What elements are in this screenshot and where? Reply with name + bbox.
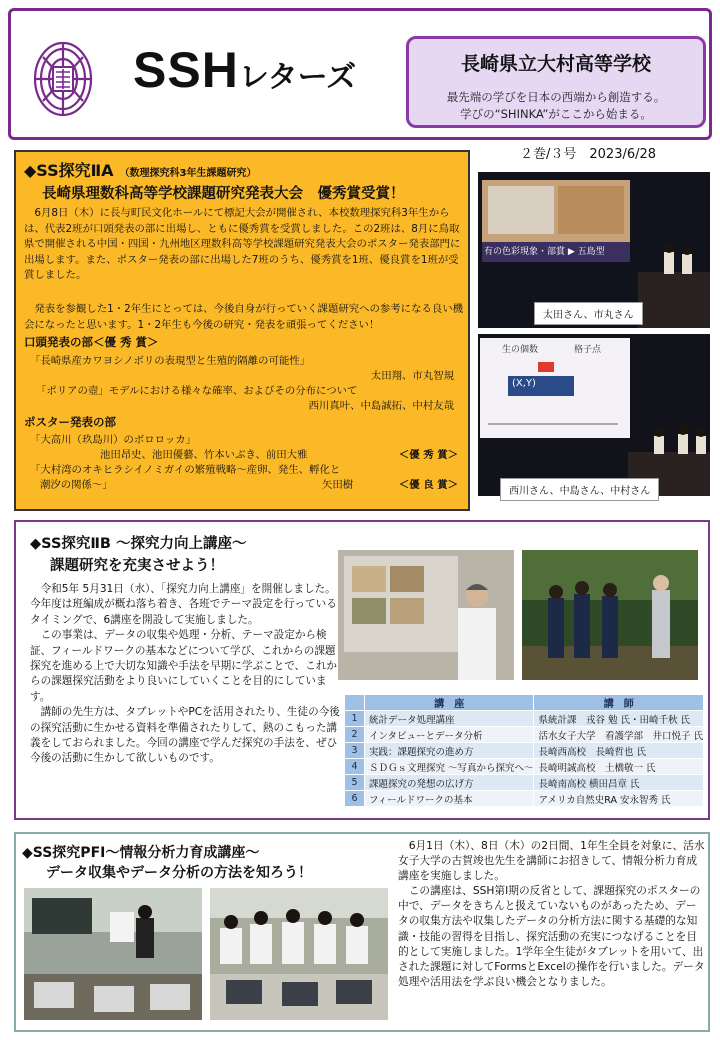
- poster-2-names: 矢田樹: [322, 479, 354, 491]
- newsletter-title: SSHレターズ: [133, 42, 357, 98]
- photo-info-lecture-2: [210, 888, 388, 1020]
- photo-2-slide-text-b: 格子点: [574, 345, 602, 355]
- poster-2-award: ＜優 良 賞＞: [398, 479, 458, 491]
- photo-info-lecture-1: [24, 888, 202, 1020]
- section1-paragraph-2: 発表を参観した1・2年生にとっては、今後自身が行っていく課題研究への参考になる良い機会になったと思います。1・2年生も今後の研究・発表を頑張ってください！: [24, 303, 464, 331]
- section1-paragraph-1: 6月8日（木）に長与町民文化ホールにて標記大会が開催され、本校数理探究科3年生からは、代表2班が口頭発表の部に出場し、ともに優秀賞を受賞しました。この2班は、8月に鳥取県で開催される中国・四国・九州地区理数科高等学校課題研究発表大会のポスター発表部門に出場します。また、ポスター発表の部に出場した7班のうち、優秀賞を1班、優良賞を1班が受賞しました。: [24, 207, 461, 282]
- poster-1-award: ＜優 秀 賞＞: [398, 449, 458, 461]
- section-ss-inquiry-2a: [14, 150, 470, 511]
- photo-1-slide-text: 有の色彩現象・部賞 ▶ 五島型: [484, 247, 605, 257]
- school-name: 長崎県立大村高等学校: [460, 53, 651, 75]
- photo-caption-1: 太田さん、市丸さん: [534, 302, 643, 325]
- section3-body: 6月1日（木）、8日（木）の2日間、1年生全員を対象に、活水女子大学の古賀竣也先生を講師にお招きして、情報分析力育成講座を実施しました。 この講座は、SSH第Ⅰ期の反省として、課題探究のポスターの中で、データをきちんと扱えていないものがあったため、データの収集方法や収集したデータの分析方法に関する基礎的な知識・技能の習得を目指し、探究活動の充実につなげることを目的として実施しました。1学年全生徒がタブレットを用いて、出された課題に対してFormsとExcelの操作を行いました。データ処理や活用法を学ぶ良い機会となりました。: [398, 839, 705, 988]
- award-heading: 長崎県理数科高等学校課題研究発表大会 優秀賞受賞！: [42, 186, 405, 202]
- oral-presentation-heading: 口頭発表の部＜優 秀 賞＞: [24, 335, 159, 349]
- poster-1-names: 池田昂史、池田優藝、竹本いぶき、前田大雅: [100, 449, 308, 461]
- table-row: 2 インタビューとデータ分析 活水女子大学 看護学部 井口悦子 氏: [345, 727, 704, 743]
- section3-heading-2: データ収集やデータ分析の方法を知ろう！: [46, 865, 312, 881]
- photo-caption-2: 西川さん、中島さん、中村さん: [500, 478, 659, 501]
- oral-2-title: 「ポリアの壺」モデルにおける様々な確率、およびその分布について: [36, 385, 358, 397]
- section2-body: 令和5年 5月31日（水）、「探究力向上講座」を開催しました。今年度は班編成が概ね落ち着き、各班でテーマ設定を行っているタイミングで、6講座を開設して実施しました。 この事業は、データの収集や処理・分析、テーマ設定から検証、フィールドワークの基本などについて学び、これからの課題探究を進める上で大切な知識や手法を早期に学ぶことで、これからの課題探究活動をより良いにしていくことを目的にしています。 講師の先生方は、タブレットやPCを活用されたり、生徒の今後の探究活動に生かせる資料を準備されたりして、熱のこもった講義をしておられました。今回の講座で学んだ探究の手法を、ぜひ今後の活動に生かして欲しいものです。: [30, 583, 340, 765]
- table-row: 3 実践：課題探究の進め方 長崎西高校 長崎哲也 氏: [345, 743, 704, 759]
- section-ss-inquiry-pf1: [14, 832, 710, 1032]
- poster-2-title-a: 「大村湾のオキヒラシイノミガイの繁殖戦略～産卵、発生、孵化と: [30, 464, 341, 476]
- school-crest-icon: [31, 39, 95, 119]
- lecture-table-header: [345, 695, 704, 711]
- photo-2-slide-text-a: 生の個数: [502, 345, 539, 355]
- oral-2-names: 西川真叶、中島誠拓、中村友哉: [308, 400, 454, 412]
- oral-1-names: 太田翔、市丸智規: [370, 370, 454, 382]
- table-header-course: 講 座: [364, 695, 534, 711]
- newsletter-header: [8, 8, 712, 140]
- classroom-photo-2: [210, 888, 388, 1020]
- photo-2-slide-text-c: (X,Y): [512, 378, 536, 389]
- stage-photo-2: [478, 334, 710, 496]
- lecture-photo: [338, 550, 514, 680]
- photo-oral-presentation-2: [478, 334, 710, 496]
- poster-presentation-heading: ポスター発表の部: [24, 415, 116, 429]
- table-row: 5 課題探究の発想の広げ方 長崎南高校 横田昌章 氏: [345, 775, 704, 791]
- school-tagline-1: 最先端の学びを日本の西端から創造する。: [446, 90, 666, 104]
- table-header-lecturer: 講 師: [534, 695, 704, 711]
- section-ss-inquiry-2b: [14, 520, 710, 820]
- table-row: 6 フィールドワークの基本 アメリカ自然史RA 安永智秀 氏: [345, 791, 704, 807]
- section1-heading: ◆SS探究ⅡA （数理探究科3年生課題研究）: [24, 161, 257, 180]
- section2-heading-1: ◆SS探究ⅡB ～探究力向上講座～: [30, 536, 247, 552]
- poster-1-title: 「大高川（玖島川）のボロロッカ」: [30, 434, 197, 446]
- fieldwork-photo: [522, 550, 698, 680]
- school-tagline-2: 学びの“SHINKA”がここから始まる。: [460, 107, 652, 121]
- poster-2-title-b: 潮汐の関係～」: [40, 479, 113, 491]
- table-row: 4 ＳＤＧｓ文理探究 ～写真から探究へ～ 長崎明誠高校 土橋敬一 氏: [345, 759, 704, 775]
- photo-fieldwork: [522, 550, 698, 680]
- section3-heading-1: ◆SS探究PFⅠ～情報分析力育成講座～: [22, 845, 260, 861]
- classroom-photo-1: [24, 888, 202, 1020]
- photo-lecture-classroom: [338, 550, 514, 680]
- issue-number: ２巻/３号 2023/6/28: [520, 147, 657, 162]
- section2-heading-2: 課題研究を充実させよう！: [50, 558, 224, 574]
- lecture-table: [344, 694, 704, 807]
- school-info-box: [406, 36, 706, 128]
- table-row: 1 統計データ処理講座 県統計課 戎谷 勉 氏・田崎千秋 氏: [345, 711, 704, 727]
- table-header-no: [345, 695, 365, 711]
- oral-1-title: 「長崎県産カワヨシノボリの表現型と生殖的隔離の可能性」: [30, 355, 311, 367]
